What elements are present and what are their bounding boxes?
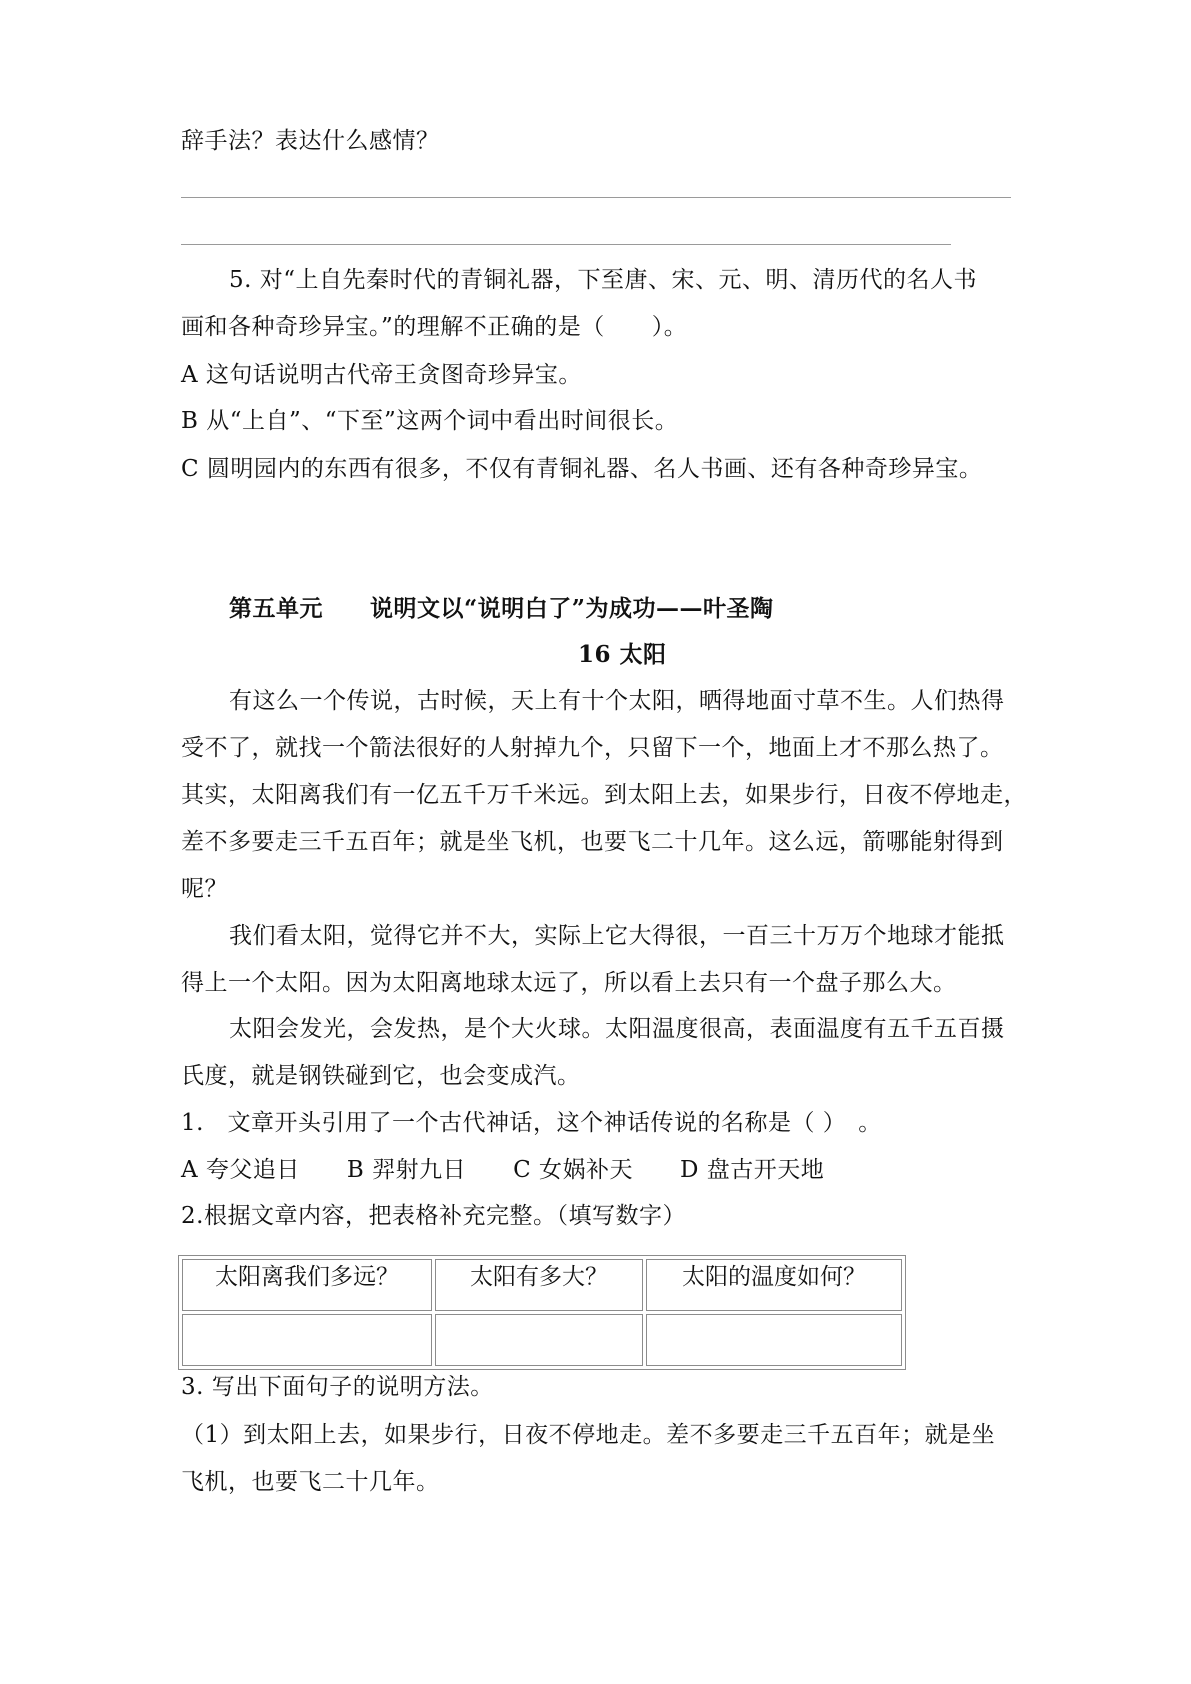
answer-table: [178, 1255, 906, 1370]
passage-p1-line2: 受不了，就找一个箭法很好的人射掉九个，只留下一个，地面上才不那么热了。: [181, 735, 1004, 761]
q5-option-c: C 圆明园内的东西有很多，不仅有青铜礼器、名人书画、还有各种奇珍异宝。: [181, 456, 983, 482]
question-1: 1. 文章开头引用了一个古代神话，这个神话传说的名称是（ ） 。: [181, 1110, 882, 1136]
q5-option-b: B 从“上自”、“下至”这两个词中看出时间很长。: [181, 408, 679, 434]
table-cell-size[interactable]: [435, 1314, 643, 1366]
answer-line-1: [181, 197, 1011, 198]
table-header-temperature: 太阳的温度如何？: [646, 1259, 902, 1311]
passage-p1-line5: 呢？: [181, 876, 228, 902]
table-cell-distance[interactable]: [182, 1314, 432, 1366]
prev-question-tail: 辞手法？表达什么感情？: [181, 128, 440, 154]
question-3-sub1-line1: （1）到太阳上去，如果步行，日夜不停地走。差不多要走三千五百年；就是坐: [181, 1422, 996, 1448]
q5-option-a: A 这句话说明古代帝王贪图奇珍异宝。: [181, 362, 582, 388]
passage-p1-line4: 差不多要走三千五百年；就是坐飞机，也要飞二十几年。这么远，箭哪能射得到: [181, 829, 1004, 855]
table-header-size: 太阳有多大？: [435, 1259, 643, 1311]
question-1-options: A 夸父追日 B 羿射九日 C 女娲补天 D 盘古开天地: [181, 1157, 825, 1183]
table-cell-temperature[interactable]: [646, 1314, 902, 1366]
passage-p2-line1: 我们看太阳，觉得它并不大，实际上它大得很，一百三十万万个地球才能抵: [229, 923, 1005, 949]
unit-heading: 第五单元 说明文以“说明白了”为成功——叶圣陶: [229, 595, 774, 622]
answer-line-2: [181, 244, 951, 245]
passage-p3-line1: 太阳会发光，会发热，是个大火球。太阳温度很高，表面温度有五千五百摄: [229, 1016, 1005, 1042]
passage-p1-line3: 其实，太阳离我们有一亿五千万千米远。到太阳上去，如果步行，日夜不停地走，: [181, 782, 1027, 808]
question-3: 3. 写出下面句子的说明方法。: [181, 1374, 494, 1400]
q5-stem-line2: 画和各种奇珍异宝。”的理解不正确的是（ ）。: [181, 314, 688, 340]
question-3-sub1-line2: 飞机，也要飞二十几年。: [181, 1469, 440, 1495]
table-header-distance: 太阳离我们多远？: [182, 1259, 432, 1311]
lesson-title: 16 太阳: [578, 641, 667, 668]
passage-p1-line1: 有这么一个传说，古时候，天上有十个太阳，晒得地面寸草不生。人们热得: [229, 688, 1005, 714]
passage-p2-line2: 得上一个太阳。因为太阳离地球太远了，所以看上去只有一个盘子那么大。: [181, 970, 957, 996]
table-header-row: [182, 1259, 902, 1311]
passage-p3-line2: 氏度，就是钢铁碰到它，也会变成汽。: [181, 1063, 581, 1089]
question-2: 2.根据文章内容，把表格补充完整。（填写数字）: [181, 1203, 686, 1229]
q5-stem-line1: 5. 对“上自先秦时代的青铜礼器，下至唐、宋、元、明、清历代的名人书: [229, 267, 978, 293]
table-answer-row: [182, 1314, 902, 1366]
